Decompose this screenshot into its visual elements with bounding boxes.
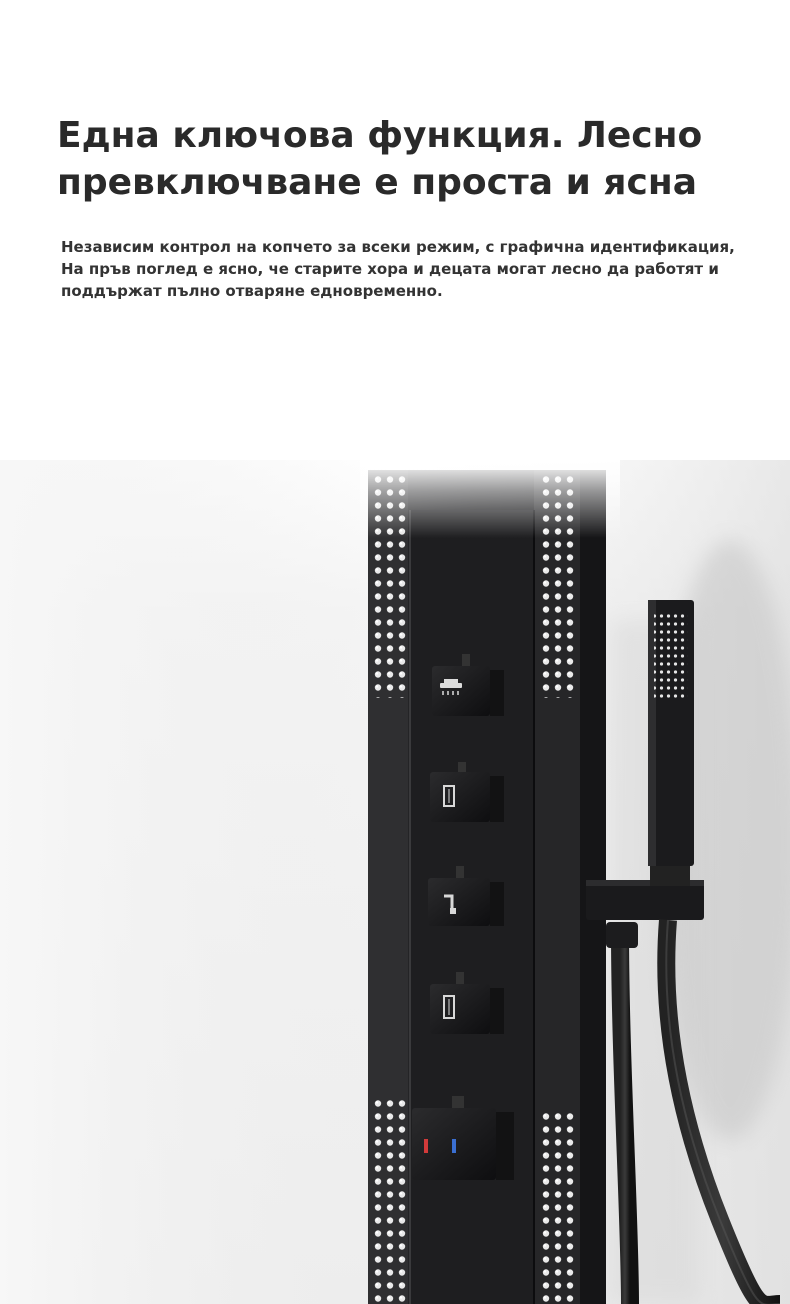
description-line-1: Независим контрол на копчето за всеки режим, с графична идентификация, xyxy=(61,238,735,256)
supply-hose xyxy=(620,930,630,1304)
shower-head-nozzles xyxy=(654,612,688,700)
headline-line-1: Една ключова функция. Лесно xyxy=(57,115,703,156)
description-line-3: поддържат пълно отваряне едновременно. xyxy=(61,282,443,300)
lower-right-body-jets xyxy=(538,1108,576,1304)
headline xyxy=(57,112,757,206)
headline-line-2: превключване е проста и ясна xyxy=(57,162,697,203)
lower-left-body-jets xyxy=(370,1096,406,1304)
feature-description xyxy=(61,236,771,302)
description-line-2: На пръв поглед е ясно, че старите хора и децата могат лесно да работят и xyxy=(61,260,719,278)
shower-panel-photo xyxy=(0,460,790,1304)
hand-shower xyxy=(648,600,694,866)
